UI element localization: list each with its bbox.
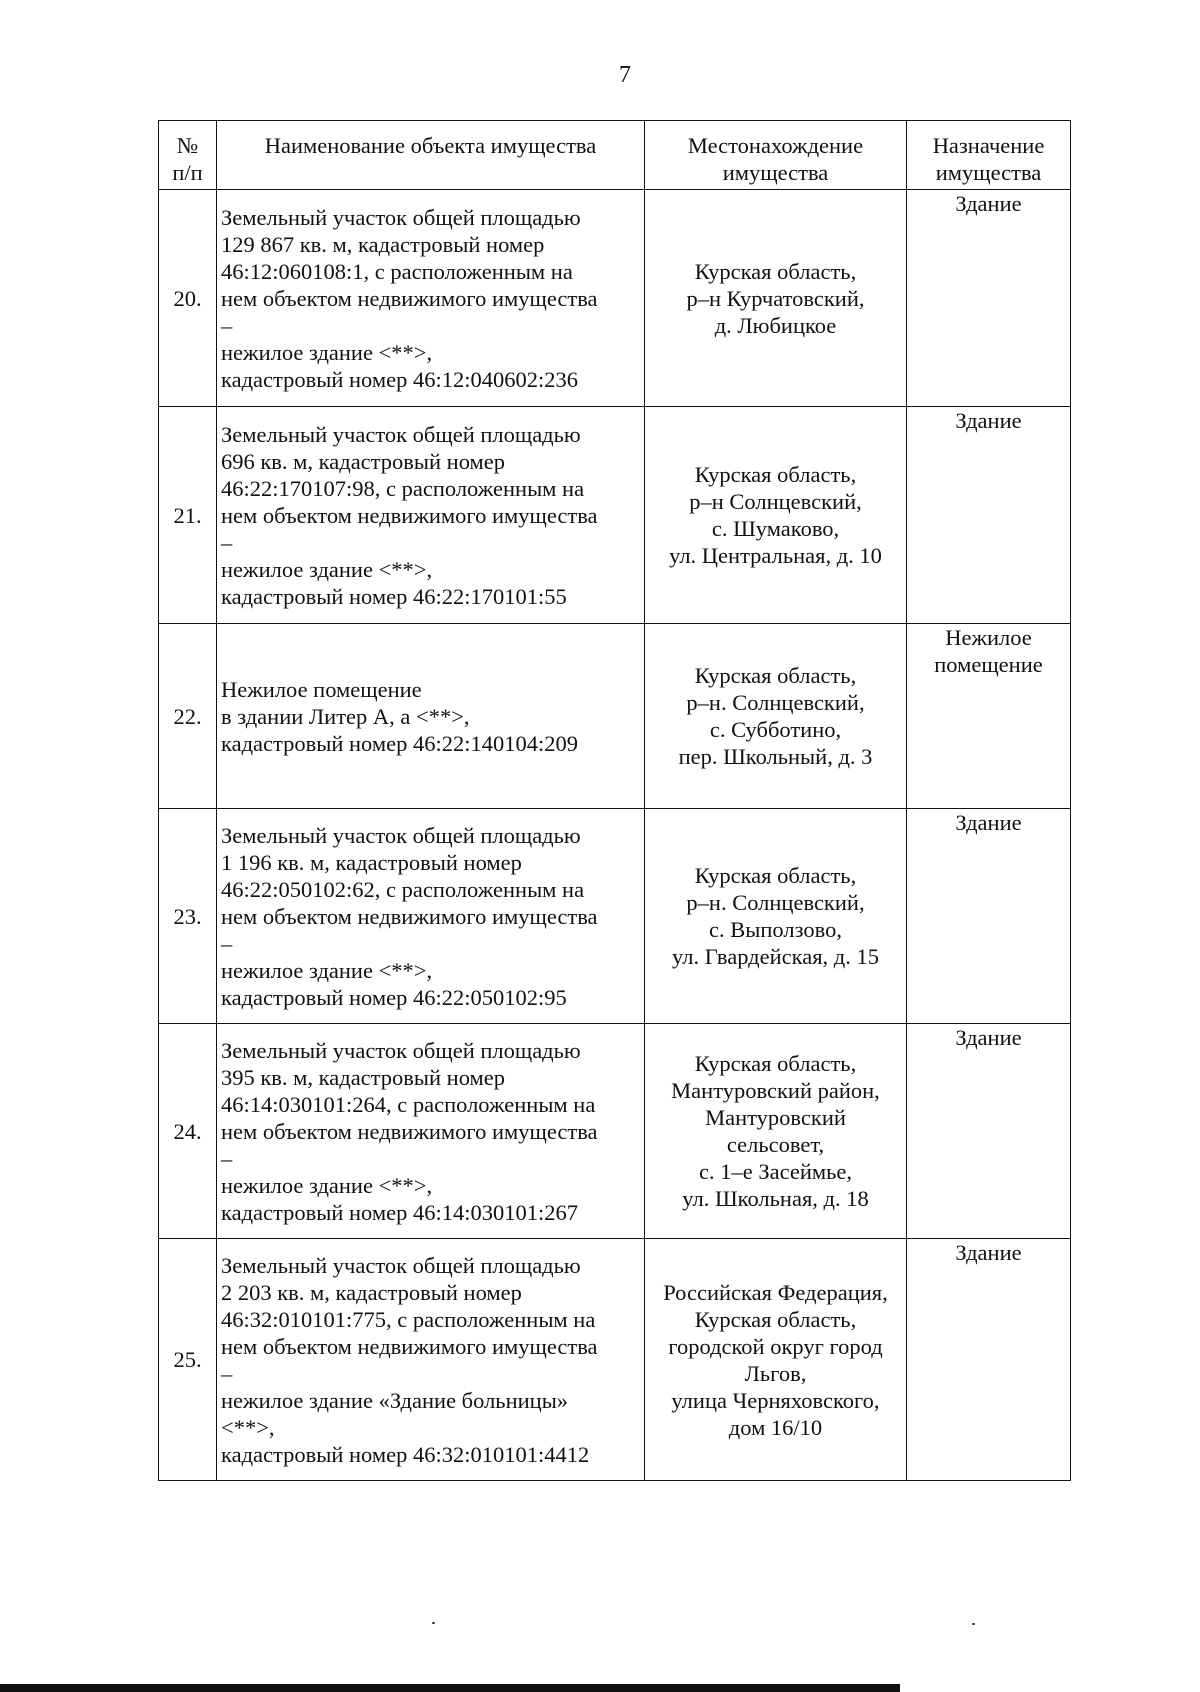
text-line: нем объектом недвижимого имущества: [221, 903, 598, 929]
text-line: имущества: [935, 160, 1042, 185]
text-line: Нежилое: [945, 625, 1032, 650]
text-line: Здание: [955, 810, 1022, 835]
text-line: нежилое здание «Здание больницы»: [221, 1387, 569, 1413]
object-name: [217, 190, 645, 407]
text-line: Земельный участок общей площадью: [221, 421, 581, 447]
text-line: 46:32:010101:775, с расположенным на: [221, 1306, 596, 1332]
text-line: пер. Школьный, д. 3: [678, 744, 873, 769]
text-line: нежилое здание <**>,: [221, 556, 433, 582]
text-line: Назначение: [932, 133, 1045, 158]
row-number: 22.: [159, 624, 217, 809]
table-row: [159, 407, 1071, 624]
text-line: Наименование объекта имущества: [264, 133, 597, 158]
text-line: Льгов,: [744, 1360, 807, 1386]
table-row: [159, 1239, 1071, 1481]
text-line: кадастровый номер 46:32:010101:4412: [221, 1441, 590, 1467]
row-number: 24.: [159, 1024, 217, 1239]
table-row: [159, 1024, 1071, 1239]
text-line: р–н Курчатовский,: [686, 285, 865, 311]
text-line: Курская область,: [694, 1306, 857, 1332]
text-line: помещение: [934, 652, 1043, 677]
text-line: <**>,: [221, 1414, 275, 1440]
property-table: [158, 120, 1071, 1481]
text-line: дом 16/10: [728, 1414, 823, 1440]
object-location: [645, 1239, 907, 1481]
text-line: р–н Солнцевский,: [689, 489, 862, 514]
text-line: ул. Школьная, д. 18: [682, 1186, 869, 1211]
text-line: кадастровый номер 46:22:050102:95: [221, 984, 567, 1010]
text-line: Здание: [955, 1025, 1022, 1050]
text-line: –: [221, 1360, 233, 1386]
text-line: 46:12:060108:1, с расположенным на: [221, 258, 573, 284]
text-line: 46:22:170107:98, с расположенным на: [221, 475, 585, 501]
header-name: [217, 121, 645, 190]
text-line: нем объектом недвижимого имущества: [221, 502, 598, 528]
text-line: 696 кв. м, кадастровый номер: [221, 448, 506, 474]
text-line: Курская область,: [694, 1051, 857, 1076]
text-line: Курская область,: [694, 258, 857, 284]
object-purpose: [907, 190, 1071, 407]
object-purpose: [907, 624, 1071, 809]
page-number: 7: [619, 62, 631, 88]
object-name: [217, 1239, 645, 1481]
row-number: 20.: [159, 190, 217, 407]
text-line: с. Субботино,: [709, 717, 842, 742]
text-line: кадастровый номер 46:14:030101:267: [221, 1199, 578, 1225]
text-line: 46:14:030101:264, с расположенным на: [221, 1091, 596, 1117]
object-location: [645, 809, 907, 1024]
text-line: –: [221, 1145, 233, 1171]
text-line: имущества: [722, 160, 829, 185]
text-line: Курская область,: [694, 663, 857, 688]
scan-bottom-edge: [0, 1684, 900, 1692]
text-line: кадастровый номер 46:22:140104:209: [221, 730, 578, 756]
text-line: Мантуровский район,: [671, 1078, 880, 1103]
text-line: Земельный участок общей площадью: [221, 1037, 581, 1063]
text-line: нем объектом недвижимого имущества: [221, 1333, 598, 1359]
text-line: нежилое здание <**>,: [221, 1172, 433, 1198]
text-line: 1 196 кв. м, кадастровый номер: [221, 849, 522, 875]
text-line: 46:22:050102:62, с расположенным на: [221, 876, 585, 902]
row-number: 25.: [159, 1239, 217, 1481]
text-line: Здание: [955, 191, 1022, 216]
text-line: с. 1–е Засеймье,: [698, 1159, 852, 1184]
text-line: нем объектом недвижимого имущества: [221, 285, 598, 311]
text-line: –: [221, 312, 233, 338]
header-number: [159, 121, 217, 190]
text-line: р–н. Солнцевский,: [686, 890, 865, 915]
text-line: ул. Центральная, д. 10: [669, 543, 882, 568]
text-line: Курская область,: [694, 863, 857, 888]
text-line: сельсовет,: [726, 1132, 825, 1157]
object-name: [217, 809, 645, 1024]
object-location: [645, 624, 907, 809]
text-line: Здание: [955, 408, 1022, 433]
object-location: [645, 407, 907, 624]
text-line: Нежилое помещение: [221, 676, 422, 702]
object-name: [217, 407, 645, 624]
header-location: [645, 121, 907, 190]
text-line: нежилое здание <**>,: [221, 339, 433, 365]
text-line: –: [221, 529, 233, 555]
table-header-row: [159, 121, 1071, 190]
text-line: №: [176, 133, 199, 158]
text-line: с. Шумаково,: [711, 516, 840, 541]
text-line: улица Черняховского,: [671, 1387, 880, 1413]
text-line: п/п: [172, 160, 203, 185]
text-line: р–н. Солнцевский,: [686, 690, 865, 715]
text-line: –: [221, 930, 233, 956]
object-purpose: [907, 1239, 1071, 1481]
row-number: 21.: [159, 407, 217, 624]
text-line: Мантуровский: [705, 1105, 846, 1130]
text-line: в здании Литер А, а <**>,: [221, 703, 470, 729]
table-row: [159, 190, 1071, 407]
text-line: 129 867 кв. м, кадастровый номер: [221, 231, 545, 257]
text-line: 2 203 кв. м, кадастровый номер: [221, 1279, 522, 1305]
text-line: Курская область,: [694, 462, 857, 487]
table-row: [159, 624, 1071, 809]
text-line: городской округ город: [668, 1333, 883, 1359]
row-number: 23.: [159, 809, 217, 1024]
header-purpose: [907, 121, 1071, 190]
text-line: Земельный участок общей площадью: [221, 204, 581, 230]
table-row: [159, 809, 1071, 1024]
scan-speck: [432, 1622, 435, 1624]
object-purpose: [907, 1024, 1071, 1239]
text-line: Российская Федерация,: [663, 1279, 888, 1305]
text-line: 395 кв. м, кадастровый номер: [221, 1064, 506, 1090]
text-line: Здание: [955, 1240, 1022, 1265]
object-purpose: [907, 407, 1071, 624]
text-line: нем объектом недвижимого имущества: [221, 1118, 598, 1144]
text-line: кадастровый номер 46:22:170101:55: [221, 583, 567, 609]
object-name: [217, 624, 645, 809]
object-purpose: [907, 809, 1071, 1024]
text-line: с. Выползово,: [709, 917, 842, 942]
object-location: [645, 190, 907, 407]
text-line: кадастровый номер 46:12:040602:236: [221, 366, 578, 392]
object-location: [645, 1024, 907, 1239]
text-line: ул. Гвардейская, д. 15: [672, 944, 879, 969]
text-line: д. Любицкое: [714, 312, 837, 338]
scan-speck: [972, 1623, 975, 1625]
text-line: Земельный участок общей площадью: [221, 1252, 581, 1278]
text-line: нежилое здание <**>,: [221, 957, 433, 983]
text-line: Местонахождение: [687, 133, 864, 158]
text-line: Земельный участок общей площадью: [221, 822, 581, 848]
object-name: [217, 1024, 645, 1239]
